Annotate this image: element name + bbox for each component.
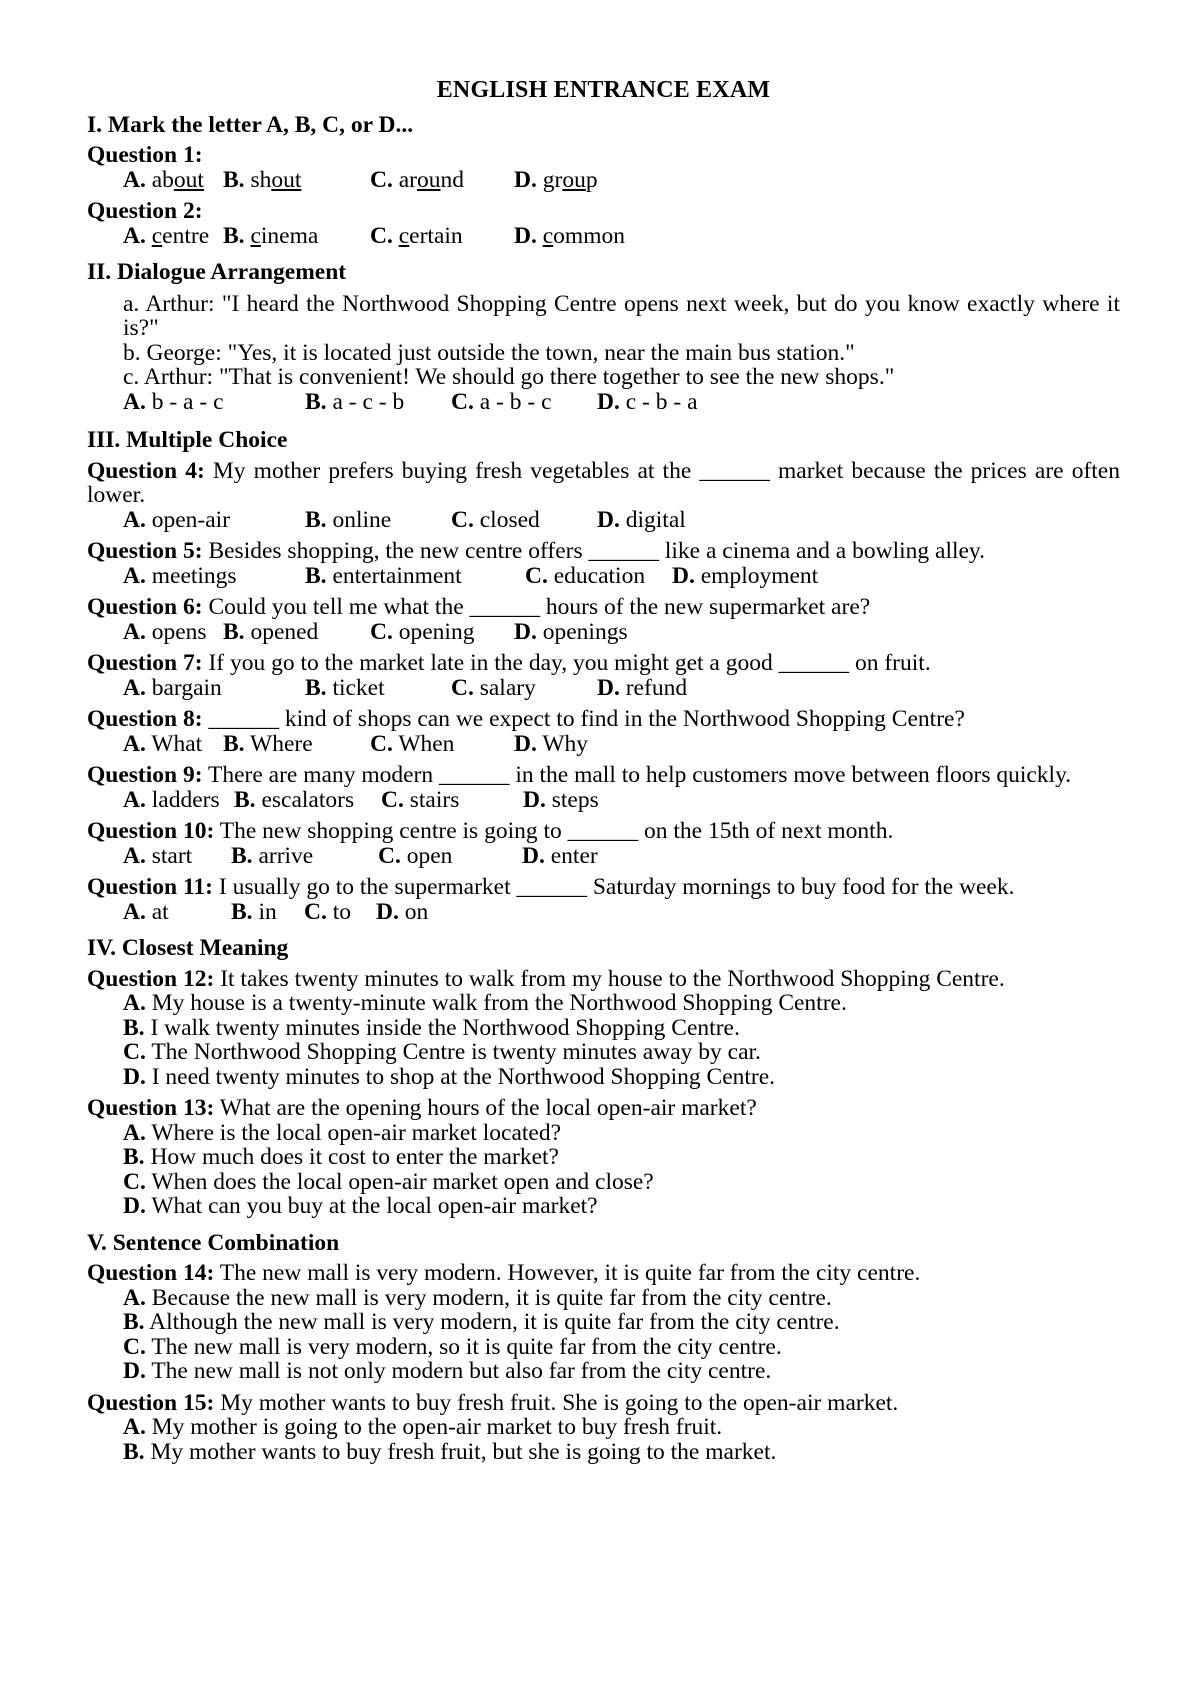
- question-14: [87, 1261, 1120, 1384]
- option-d: D. common: [514, 222, 625, 249]
- question-5: [87, 539, 1120, 588]
- question-1: [87, 143, 1120, 192]
- option-d: D. Why: [514, 730, 588, 757]
- option-a: A. bargain: [123, 674, 222, 701]
- option-a: A. opens: [123, 618, 207, 645]
- dialogue-options: [87, 390, 1120, 415]
- option-b: B. Where: [223, 730, 313, 757]
- question-8: [87, 707, 1120, 756]
- section-heading-1: I. Mark the letter A, B, C, or D...: [87, 111, 414, 138]
- question-label: Question 1:: [87, 142, 203, 168]
- option-c: C. When does the local open-air market open and close?: [123, 1168, 654, 1195]
- options-list: [87, 1286, 1120, 1384]
- question-stem: Question 11: I usually go to the supermarket ______ Saturday mornings to buy food for the week.: [87, 874, 1015, 900]
- options-row: [87, 564, 1120, 589]
- section-heading-2: II. Dialogue Arrangement: [87, 259, 347, 285]
- question-9: [87, 763, 1120, 812]
- option-a: A. Where is the local open-air market located?: [123, 1119, 562, 1146]
- option-b: B. Although the new mall is very modern, it is quite far from the city centre.: [123, 1309, 840, 1335]
- option-a: A. My mother is going to the open-air market to buy fresh fruit.: [123, 1414, 723, 1440]
- question-label: Question 2:: [87, 198, 203, 224]
- option-d: D. enter: [522, 842, 598, 869]
- question-6: [87, 595, 1120, 644]
- options-row: [87, 844, 1120, 869]
- option-a: A. start: [123, 842, 193, 869]
- option-c: C. The new mall is very modern, so it is quite far from the city centre.: [123, 1333, 782, 1360]
- options-row: [87, 900, 1120, 925]
- question-15: [87, 1391, 1120, 1465]
- option-d: D. digital: [597, 506, 686, 533]
- option-d: D. steps: [523, 786, 599, 813]
- options-list: [87, 991, 1120, 1089]
- option-b: B. My mother wants to buy fresh fruit, but she is going to the market.: [123, 1438, 777, 1465]
- question-stem: Question 14: The new mall is very modern. However, it is quite far from the city centre.: [87, 1260, 921, 1286]
- question-stem: Question 4: My mother prefers buying fresh vegetables at the ______ market because the prices are often lower.: [87, 457, 1120, 508]
- dialogue-line-b: b. George: "Yes, it is located just outside the town, near the main bus station.": [123, 339, 855, 366]
- option-c: C. a - b - c: [451, 388, 552, 415]
- option-c: C. The Northwood Shopping Centre is twenty minutes away by car.: [123, 1039, 761, 1065]
- option-b: B. entertainment: [305, 562, 462, 589]
- option-c: C. to: [304, 898, 352, 925]
- option-b: B. I walk twenty minutes inside the Northwood Shopping Centre.: [123, 1014, 740, 1041]
- option-a: A. Because the new mall is very modern, it is quite far from the city centre.: [123, 1284, 832, 1311]
- question-12: [87, 967, 1120, 1090]
- question-stem: Question 6: Could you tell me what the ______ hours of the new supermarket are?: [87, 594, 871, 620]
- option-c: C. certain: [370, 222, 463, 249]
- option-c: C. opening: [370, 618, 475, 645]
- options-row: [87, 224, 1120, 249]
- option-b: B. How much does it cost to enter the market?: [123, 1144, 559, 1170]
- question-stem: Question 10: The new shopping centre is going to ______ on the 15th of next month.: [87, 818, 894, 844]
- option-d: D. openings: [514, 618, 628, 645]
- question-7: [87, 651, 1120, 700]
- options-row: [87, 676, 1120, 701]
- options-list: [87, 1415, 1120, 1464]
- question-stem: Question 7: If you go to the market late in the day, you might get a good ______ on fruit.: [87, 650, 931, 676]
- option-b: B. arrive: [231, 842, 314, 869]
- option-a: A. centre: [123, 222, 210, 249]
- page-title: ENGLISH ENTRANCE EXAM: [436, 77, 771, 103]
- option-b: B. opened: [223, 618, 319, 645]
- option-d: D. group: [514, 166, 598, 193]
- dialogue: [87, 292, 1120, 390]
- option-b: B. shout: [223, 166, 302, 193]
- option-c: C. When: [370, 730, 455, 757]
- question-13: [87, 1096, 1120, 1219]
- options-row: [87, 168, 1120, 193]
- option-d: D. I need twenty minutes to shop at the Northwood Shopping Centre.: [123, 1063, 776, 1090]
- dialogue-line-c: c. Arthur: "That is convenient! We should go there together to see the new shops.": [123, 364, 895, 390]
- option-b: B. cinema: [223, 222, 319, 249]
- option-c: C. education: [525, 562, 646, 589]
- option-d: D. refund: [597, 674, 688, 701]
- question-stem: Question 5: Besides shopping, the new centre offers ______ like a cinema and a bowling alley.: [87, 538, 986, 564]
- option-a: A. ladders: [123, 786, 220, 813]
- question-stem: Question 15: My mother wants to buy fresh fruit. She is going to the open-air market.: [87, 1389, 899, 1416]
- question-2: [87, 199, 1120, 248]
- option-a: A. at: [123, 898, 169, 925]
- option-a: A. about: [123, 166, 204, 193]
- option-d: D. employment: [672, 562, 819, 589]
- question-10: [87, 819, 1120, 868]
- option-d: D. on: [376, 898, 429, 925]
- option-d: D. What can you buy at the local open-air market?: [123, 1193, 598, 1219]
- question-stem: Question 9: There are many modern ______ in the mall to help customers move between floors quickly.: [87, 762, 1072, 788]
- question-stem: Question 12: It takes twenty minutes to walk from my house to the Northwood Shopping Centre.: [87, 965, 1005, 992]
- section-heading-3: III. Multiple Choice: [87, 427, 288, 453]
- option-d: D. c - b - a: [597, 388, 698, 415]
- option-a: A. b - a - c: [123, 388, 224, 415]
- options-row: [87, 620, 1120, 645]
- options-row: [87, 788, 1120, 813]
- option-b: B. a - c - b: [305, 388, 405, 415]
- option-c: C. stairs: [381, 786, 460, 813]
- option-a: A. open-air: [123, 506, 231, 533]
- option-a: A. My house is a twenty-minute walk from the Northwood Shopping Centre.: [123, 990, 847, 1016]
- option-c: C. closed: [451, 506, 540, 533]
- option-b: B. online: [305, 506, 392, 533]
- option-b: B. escalators: [234, 786, 355, 813]
- option-a: A. meetings: [123, 562, 237, 589]
- options-list: [87, 1121, 1120, 1219]
- option-c: C. salary: [451, 674, 536, 701]
- option-c: C. open: [378, 842, 453, 869]
- option-b: B. ticket: [305, 674, 385, 701]
- option-c: C. around: [370, 166, 464, 193]
- option-a: A. What: [123, 730, 203, 757]
- question-4: [87, 459, 1120, 533]
- question-11: [87, 875, 1120, 924]
- option-b: B. in: [231, 898, 277, 925]
- question-stem: Question 13: What are the opening hours of the local open-air market?: [87, 1095, 757, 1121]
- options-row: [87, 732, 1120, 757]
- section-heading-5: V. Sentence Combination: [87, 1229, 340, 1256]
- section-heading-4: IV. Closest Meaning: [87, 935, 289, 961]
- options-row: [87, 508, 1120, 533]
- question-stem: Question 8: ______ kind of shops can we expect to find in the Northwood Shopping Centre?: [87, 706, 965, 732]
- option-d: D. The new mall is not only modern but also far from the city centre.: [123, 1358, 772, 1384]
- dialogue-line-a: a. Arthur: "I heard the Northwood Shopping Centre opens next week, but do you know exactly where it is?": [123, 290, 1120, 341]
